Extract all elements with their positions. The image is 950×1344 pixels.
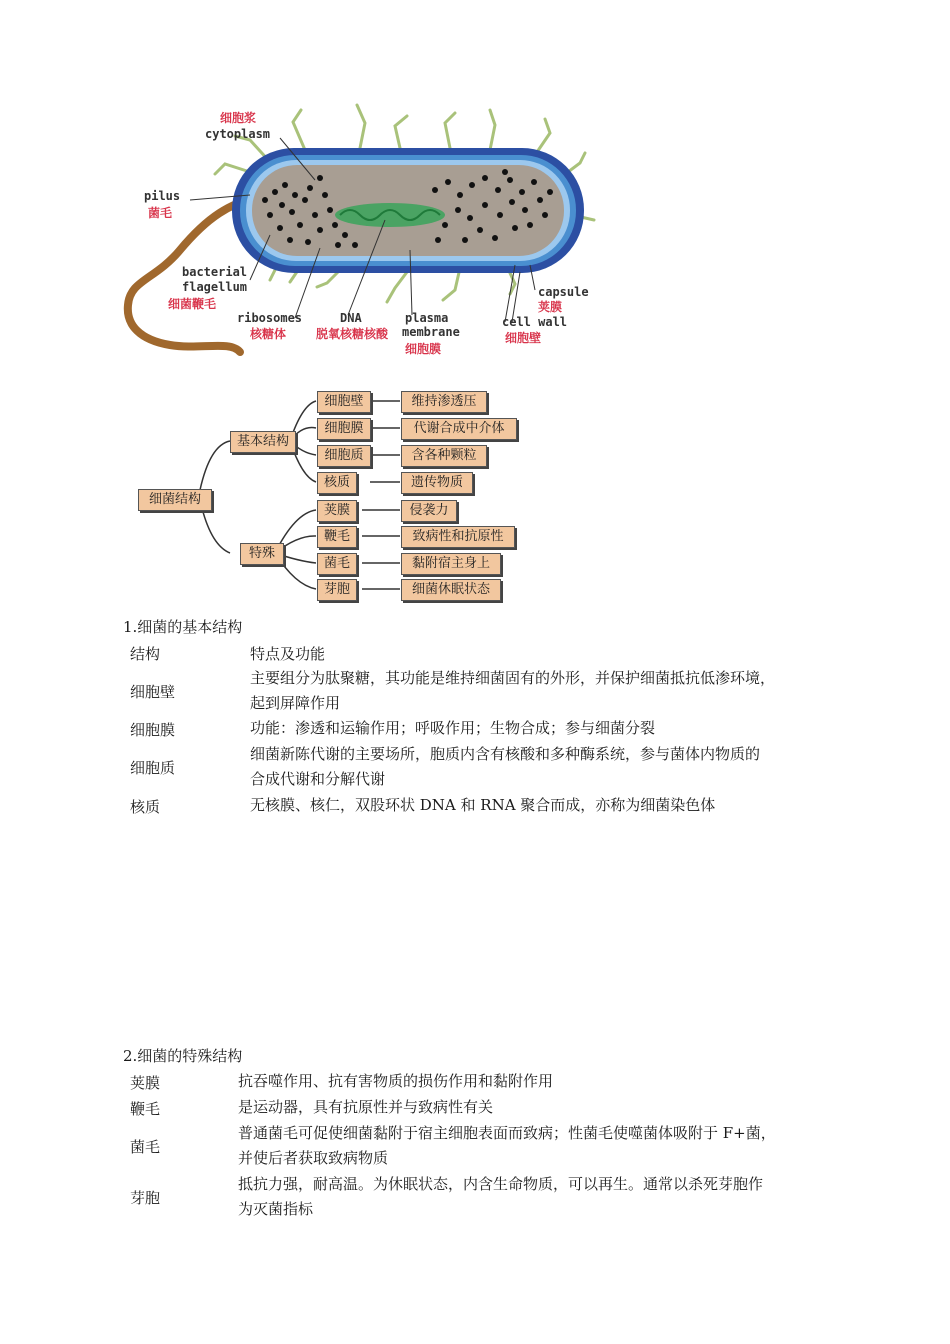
section1-row-text-l1: 主要组分为肽聚糖，其功能是维持细菌固有的外形，并保护细菌抵抗低渗环境， xyxy=(250,669,776,687)
label-ribosomes-zh: 核糖体 xyxy=(250,327,287,341)
label-cellwall-zh: 细胞壁 xyxy=(505,331,542,345)
desc-cell-membrane: 代谢合成中介体 xyxy=(401,418,517,440)
section2-row-text-l1: 抗吞噬作用、抗有害物质的损伤作用和黏附作用 xyxy=(238,1072,554,1090)
label-plasma-en-2: membrane xyxy=(402,325,460,339)
section2-row-name: 鞭毛 xyxy=(130,1100,161,1118)
nucleoid-shape xyxy=(335,203,445,227)
node-cytoplasm: 细胞质 xyxy=(317,445,371,467)
label-pilus-en: pilus xyxy=(144,189,181,203)
section2-row-name: 芽胞 xyxy=(130,1189,161,1207)
section1-row-name: 核质 xyxy=(130,798,161,816)
section2-row-name: 荚膜 xyxy=(130,1074,161,1092)
section2-title: 2.细菌的特殊结构 xyxy=(123,1047,243,1065)
node-basic: 基本结构 xyxy=(230,431,296,453)
section1-row-text-l1: 无核膜、核仁，双股环状 DNA 和 RNA 聚合而成，亦称为细菌染色体 xyxy=(250,796,716,814)
section1-title: 1.细菌的基本结构 xyxy=(123,618,243,636)
node-flagellum: 鞭毛 xyxy=(317,526,357,548)
desc-flagellum: 致病性和抗原性 xyxy=(401,526,515,548)
desc-cytoplasm: 含各种颗粒 xyxy=(401,445,487,467)
node-capsule: 荚膜 xyxy=(317,500,357,522)
section1-row-name: 细胞壁 xyxy=(130,683,176,701)
desc-cell-wall: 维持渗透压 xyxy=(401,391,487,413)
label-cytoplasm-en: cytoplasm xyxy=(205,127,271,141)
section1-header-features: 特点及功能 xyxy=(250,645,326,663)
section2-row-name: 菌毛 xyxy=(130,1138,161,1156)
label-cytoplasm-zh: 细胞浆 xyxy=(220,111,257,125)
label-ribosomes-en: ribosomes xyxy=(237,311,303,325)
label-capsule-zh: 荚膜 xyxy=(538,300,563,314)
label-dna-zh: 脱氧核糖核酸 xyxy=(316,327,389,341)
node-root: 细菌结构 xyxy=(138,489,212,511)
desc-capsule: 侵袭力 xyxy=(401,500,457,522)
label-plasma-en-1: plasma xyxy=(405,311,449,325)
bacterial-cell-diagram xyxy=(120,100,600,362)
label-dna-en: DNA xyxy=(340,311,362,325)
section1-row-name: 细胞膜 xyxy=(130,721,176,739)
section2-row-text-l2: 并使后者获取致病物质 xyxy=(238,1149,389,1167)
label-cellwall-en: cell wall xyxy=(502,315,568,329)
node-nucleoid: 核质 xyxy=(317,472,357,494)
label-plasma-zh: 细胞膜 xyxy=(405,342,442,356)
node-spore: 芽胞 xyxy=(317,579,357,601)
section1-row-name: 细胞质 xyxy=(130,759,176,777)
section2-row-text-l1: 普通菌毛可促使细菌黏附于宿主细胞表面而致病；性菌毛使噬菌体吸附于 F+菌， xyxy=(238,1124,776,1142)
section2-row-text-l1: 是运动器，具有抗原性并与致病性有关 xyxy=(238,1098,494,1116)
section1-header-structure: 结构 xyxy=(130,645,161,663)
desc-pilus: 黏附宿主身上 xyxy=(401,553,501,575)
node-pilus: 菌毛 xyxy=(317,553,357,575)
section1-row-text-l2: 合成代谢和分解代谢 xyxy=(250,770,386,788)
node-cell-wall: 细胞壁 xyxy=(317,391,371,413)
label-pilus-zh: 菌毛 xyxy=(148,206,173,220)
section1-row-text-l1: 功能：渗透和运输作用；呼吸作用；生物合成；参与细菌分裂 xyxy=(250,719,656,737)
label-flagellum-zh: 细菌鞭毛 xyxy=(168,297,217,311)
node-cell-membrane: 细胞膜 xyxy=(317,418,371,440)
label-flagellum-en-1: bacterial xyxy=(182,265,248,279)
section2-row-text-l1: 抵抗力强，耐高温。为休眠状态，内含生命物质，可以再生。通常以杀死芽胞作 xyxy=(238,1175,764,1193)
node-special: 特殊 xyxy=(240,543,284,565)
label-capsule-en: capsule xyxy=(538,285,589,299)
section2-row-text-l2: 为灭菌指标 xyxy=(238,1200,314,1218)
section1-row-text-l1: 细菌新陈代谢的主要场所，胞质内含有核酸和多种酶系统，参与菌体内物质的 xyxy=(250,745,761,763)
section1-row-text-l2: 起到屏障作用 xyxy=(250,694,341,712)
label-flagellum-en-2: flagellum xyxy=(182,280,248,294)
desc-spore: 细菌休眠状态 xyxy=(401,579,501,601)
desc-nucleoid: 遗传物质 xyxy=(401,472,473,494)
structure-tree xyxy=(130,385,530,610)
